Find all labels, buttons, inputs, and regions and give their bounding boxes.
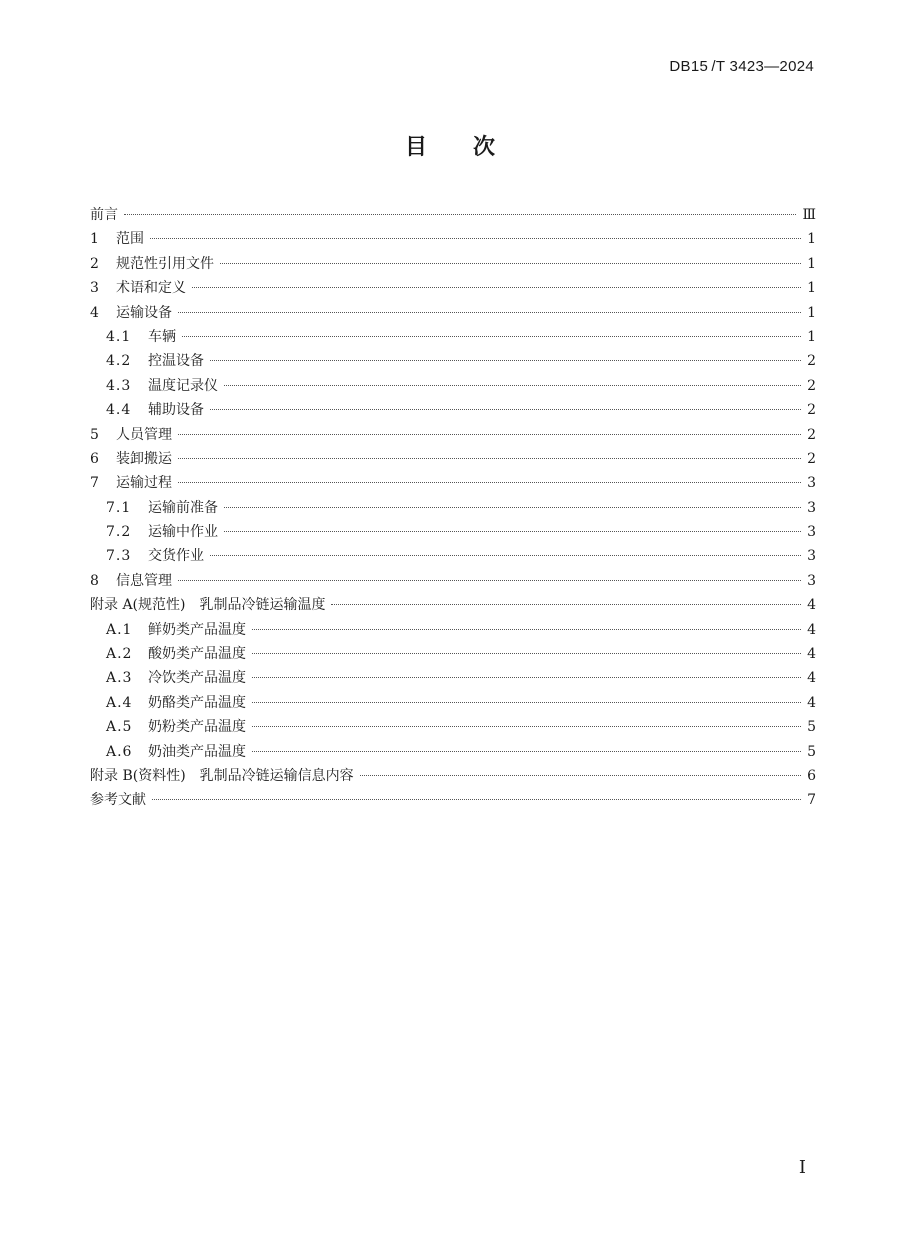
toc-entry-label [90, 301, 172, 325]
toc-entry[interactable] [90, 276, 816, 300]
toc-entry-title: 温度记录仪 [148, 377, 218, 394]
toc-entry-title: 术语和定义 [116, 280, 186, 297]
toc-leader-dots [252, 702, 801, 703]
toc-entry-number: 4 [90, 304, 99, 321]
toc-entry-title: 前言 [90, 207, 118, 223]
toc-entry-page: 1 [807, 280, 816, 297]
document-id: DB15 /T 3423—2024 [669, 58, 814, 75]
toc-leader-dots [252, 726, 801, 727]
toc-leader-dots [210, 409, 801, 410]
toc-entry-title: 运输设备 [116, 304, 172, 321]
toc-entry-label [106, 715, 246, 739]
toc-entry[interactable] [90, 203, 816, 227]
toc-entry[interactable] [90, 325, 816, 349]
toc-entry[interactable] [90, 423, 816, 447]
toc-entry-label [90, 203, 118, 227]
toc-entry-page: 2 [807, 353, 816, 370]
toc-entry-page: 3 [807, 524, 816, 541]
toc-entry-title: 规范性引用文件 [116, 255, 214, 272]
toc-entry[interactable] [90, 447, 816, 471]
toc-entry-page: 3 [807, 572, 816, 589]
toc-leader-dots [178, 312, 801, 313]
toc-entry-title: 范围 [116, 231, 144, 248]
page-number: I [798, 1157, 806, 1178]
toc-entry-page: 4 [807, 646, 816, 663]
toc-entry-label [106, 666, 246, 690]
toc-entry-label [106, 398, 204, 422]
toc-entry-title: 鲜奶类产品温度 [148, 621, 246, 638]
toc-entry-page: 4 [807, 670, 816, 687]
toc-entry-title: 冷饮类产品温度 [148, 670, 246, 687]
toc-leader-dots [192, 287, 801, 288]
toc-entry-number: 5 [90, 426, 99, 443]
toc-entry-label [90, 227, 144, 251]
toc-leader-dots [152, 799, 801, 800]
toc-entry-label [90, 569, 172, 593]
toc-entry-title: 附录 B(资料性) 乳制品冷链运输信息内容 [90, 767, 354, 784]
table-of-contents [90, 203, 816, 813]
toc-entry-page: 1 [807, 231, 816, 248]
toc-entry[interactable] [90, 666, 816, 690]
toc-entry-label [106, 618, 246, 642]
toc-entry-label [90, 764, 354, 788]
toc-entry-title: 辅助设备 [148, 402, 204, 419]
toc-entry[interactable] [90, 496, 816, 520]
toc-entry-number: 4.2 [106, 353, 132, 370]
toc-entry-label [106, 349, 204, 373]
toc-entry-title: 参考文献 [90, 792, 146, 809]
toc-entry[interactable] [90, 618, 816, 642]
toc-entry-label [106, 642, 246, 666]
toc-entry-label [90, 788, 146, 812]
toc-entry-page: 7 [807, 792, 816, 809]
toc-entry-title: 附录 A(规范性) 乳制品冷链运输温度 [90, 597, 326, 614]
toc-entry[interactable] [90, 788, 816, 812]
toc-entry[interactable] [90, 764, 816, 788]
toc-entry-page: 2 [807, 402, 816, 419]
toc-entry[interactable] [90, 740, 816, 764]
toc-entry-page: 1 [807, 255, 816, 272]
toc-entry-label [90, 423, 172, 447]
toc-entry-page: 2 [807, 377, 816, 394]
toc-entry-label [106, 325, 176, 349]
toc-entry-number: 7.1 [106, 499, 132, 516]
toc-entry-number: 4.3 [106, 377, 132, 394]
toc-entry-label [106, 374, 218, 398]
toc-entry-label [90, 447, 172, 471]
toc-entry-title: 运输中作业 [148, 524, 218, 541]
toc-entry[interactable] [90, 252, 816, 276]
page-title: 目次 [404, 135, 541, 160]
toc-entry-number: 1 [90, 231, 99, 248]
toc-entry-page: 6 [807, 767, 816, 784]
toc-leader-dots [252, 629, 801, 630]
toc-entry-number: 7 [90, 475, 99, 492]
toc-entry[interactable] [90, 520, 816, 544]
toc-leader-dots [224, 531, 801, 532]
toc-entry-number: 4.1 [106, 328, 132, 345]
toc-entry[interactable] [90, 715, 816, 739]
toc-entry-label [90, 593, 325, 617]
toc-entry-number: 4.4 [106, 402, 132, 419]
toc-entry-label [90, 276, 186, 300]
toc-entry-page: 5 [807, 719, 816, 736]
toc-leader-dots [178, 482, 801, 483]
toc-leader-dots [124, 214, 796, 215]
toc-leader-dots [331, 604, 801, 605]
toc-entry-label [106, 544, 204, 568]
toc-entry[interactable] [90, 544, 816, 568]
toc-leader-dots [360, 775, 801, 776]
toc-leader-dots [224, 507, 801, 508]
toc-entry-label [90, 471, 172, 495]
toc-entry-page: 3 [807, 499, 816, 516]
toc-entry-title: 奶油类产品温度 [148, 743, 246, 760]
toc-leader-dots [252, 653, 801, 654]
toc-entry-page: 2 [807, 450, 816, 467]
toc-entry-page: 4 [807, 597, 816, 614]
toc-entry-label [106, 691, 246, 715]
toc-entry[interactable] [90, 398, 816, 422]
toc-entry[interactable] [90, 471, 816, 495]
toc-leader-dots [210, 360, 801, 361]
toc-entry-page: 5 [807, 743, 816, 760]
toc-leader-dots [210, 555, 801, 556]
toc-entry-number: A.1 [106, 621, 133, 638]
toc-entry-number: A.5 [106, 719, 133, 736]
toc-entry-page: Ⅲ [802, 207, 816, 223]
toc-entry-number: 2 [90, 255, 99, 272]
toc-entry-number: 8 [90, 572, 99, 589]
toc-entry-page: 3 [807, 548, 816, 565]
toc-entry[interactable] [90, 374, 816, 398]
toc-entry-title: 控温设备 [148, 353, 204, 370]
toc-entry-page: 2 [807, 426, 816, 443]
toc-leader-dots [150, 238, 801, 239]
toc-entry-title: 酸奶类产品温度 [148, 646, 246, 663]
toc-leader-dots [252, 677, 801, 678]
toc-entry-title: 信息管理 [116, 572, 172, 589]
toc-entry-page: 1 [807, 328, 816, 345]
toc-entry-number: A.2 [106, 646, 133, 663]
toc-leader-dots [220, 263, 801, 264]
toc-entry-label [106, 740, 246, 764]
toc-entry-page: 4 [807, 621, 816, 638]
toc-entry-title: 交货作业 [148, 548, 204, 565]
toc-entry-title: 车辆 [148, 328, 176, 345]
toc-entry[interactable] [90, 349, 816, 373]
toc-entry-number: A.6 [106, 743, 133, 760]
toc-entry-title: 奶粉类产品温度 [148, 719, 246, 736]
toc-entry-title: 装卸搬运 [116, 450, 172, 467]
toc-entry-label [90, 252, 214, 276]
toc-entry[interactable] [90, 593, 816, 617]
toc-entry-number: 3 [90, 280, 99, 297]
toc-entry-page: 3 [807, 475, 816, 492]
toc-entry[interactable] [90, 301, 816, 325]
toc-entry[interactable] [90, 569, 816, 593]
toc-entry-number: 6 [90, 450, 99, 467]
toc-entry-number: 7.2 [106, 524, 132, 541]
toc-leader-dots [178, 434, 801, 435]
toc-entry-number: A.3 [106, 670, 133, 687]
toc-leader-dots [178, 458, 801, 459]
toc-entry-title: 奶酪类产品温度 [148, 694, 246, 711]
toc-entry[interactable] [90, 227, 816, 251]
toc-entry[interactable] [90, 642, 816, 666]
toc-entry-title: 运输前准备 [148, 499, 218, 516]
toc-entry[interactable] [90, 691, 816, 715]
toc-leader-dots [182, 336, 801, 337]
toc-entry-title: 人员管理 [116, 426, 172, 443]
toc-entry-title: 运输过程 [116, 475, 172, 492]
toc-entry-page: 1 [807, 304, 816, 321]
toc-entry-number: A.4 [106, 694, 133, 711]
toc-entry-label [106, 520, 218, 544]
toc-entry-label [106, 496, 218, 520]
toc-leader-dots [252, 751, 801, 752]
toc-leader-dots [178, 580, 801, 581]
toc-entry-number: 7.3 [106, 548, 132, 565]
toc-entry-page: 4 [807, 694, 816, 711]
toc-leader-dots [224, 385, 801, 386]
